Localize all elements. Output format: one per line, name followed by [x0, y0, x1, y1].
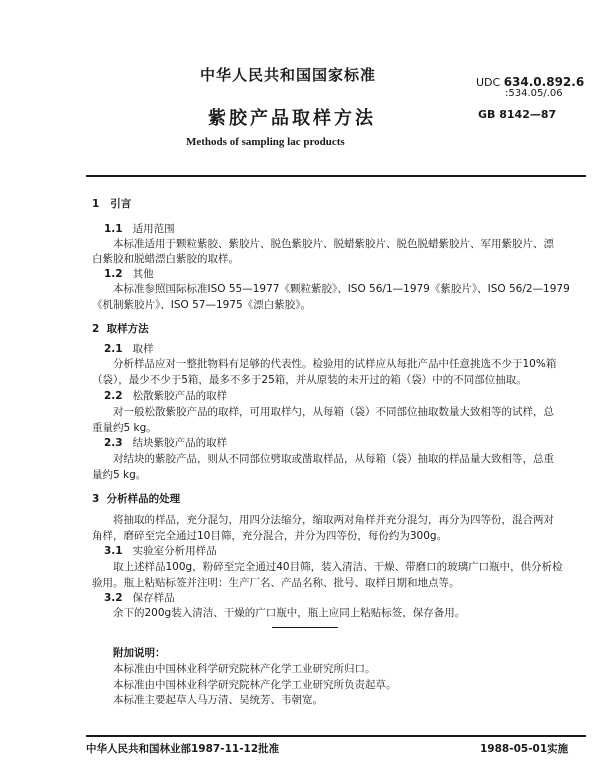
section-title: 取样 [132, 343, 154, 355]
section-number: 2.1 [104, 343, 123, 355]
section-1-2-heading [104, 266, 154, 281]
section-number: 3 [92, 493, 100, 505]
notes-line: 本标准主要起草人马万清、吴统芳、韦朝宽。 [113, 694, 323, 706]
effective-date: 1988-05-01实施 [480, 743, 569, 755]
section-2-2-heading [104, 388, 227, 403]
section-3-heading [92, 491, 180, 506]
section-number: 1 [92, 198, 100, 210]
section-title: 取样方法 [106, 323, 149, 335]
section-number: 1.1 [104, 223, 123, 235]
bottom-rule [86, 735, 586, 737]
gb-code: GB 8142—87 [478, 108, 557, 121]
document-title-english: Methods of sampling lac products [186, 136, 345, 148]
paragraph-line: 对结块的紫胶产品，则从不同部位劈取或凿取样品，从每箱（袋）抽取的样品量大致相等，总重 [113, 453, 554, 465]
paragraph-line: 对一般松散紫胶产品的取样，可用取样勺，从每箱（袋）不同部位抽取数量大致相等的试样，总 [113, 406, 554, 418]
section-title: 结块紫胶产品的取样 [132, 437, 228, 449]
paragraph-line: （袋），最少不少于5箱，最多不多于25箱，并从原装的未开过的箱（袋）中的不同部位抽取。 [92, 374, 527, 386]
approval-line: 中华人民共和国林业部1987-11-12批准 [86, 743, 280, 755]
section-title: 适用范围 [132, 223, 175, 235]
top-rule [86, 175, 586, 177]
section-number: 3.1 [104, 545, 123, 557]
section-number: 3.2 [104, 592, 123, 604]
section-title: 分析样品的处理 [106, 493, 181, 505]
notes-title: 附加说明： [113, 647, 166, 659]
paragraph-line: 余下的200g装入清洁、干燥的广口瓶中，瓶上应同上粘贴标签，保存备用。 [113, 607, 466, 619]
section-number: 2.2 [104, 390, 123, 402]
section-number: 2 [92, 323, 100, 335]
section-number: 1.2 [104, 268, 123, 280]
paragraph-line: 本标准参照国际标准ISO 55—1977《颗粒紫胶》、ISO 56/1—1979《紫胶片》、ISO 56/2—1979 [113, 283, 570, 295]
paragraph-line: 量约5 kg。 [92, 469, 147, 481]
paragraph-line: 本标准适用于颗粒紫胶、紫胶片、脱色紫胶片、脱蜡紫胶片、脱色脱蜡紫胶片、军用紫胶片、漂 [113, 238, 554, 250]
separator-rule [272, 627, 338, 628]
section-3-1-heading [104, 543, 217, 558]
section-2-3-heading [104, 435, 227, 450]
section-title: 引言 [110, 198, 132, 210]
paragraph-line: 分析样品应对一整批物料有足够的代表性。检验用的试样应从每批产品中任意挑选不少于10%箱 [113, 358, 557, 370]
udc-line1: 634.0.892.6 [503, 75, 585, 89]
document-title: 紫胶产品取样方法 [208, 108, 376, 129]
section-title: 实验室分析用样品 [132, 545, 217, 557]
udc-line2: :534.05/.06 [505, 88, 563, 99]
paragraph-line: 将抽取的样品，充分混匀，用四分法缩分，缩取两对角样并充分混匀，再分为四等份，混合两对 [113, 514, 554, 526]
udc-label: UDC [476, 76, 501, 89]
section-2-1-heading [104, 341, 154, 356]
section-1-heading [92, 196, 131, 211]
paragraph-line: 重量约5 kg。 [92, 422, 157, 434]
section-1-1-heading [104, 221, 175, 236]
paragraph-line: 角样，磨碎至完全通过10目筛，充分混合，并分为四等份，每份约为300g。 [92, 530, 448, 542]
section-3-2-heading [104, 590, 175, 605]
national-standard-heading: 中华人民共和国国家标准 [200, 66, 377, 84]
section-2-heading [92, 321, 149, 336]
paragraph-line: 《机制紫胶片》、ISO 57—1975《漂白紫胶》。 [92, 299, 311, 311]
section-title: 其他 [132, 268, 154, 280]
paragraph-line: 取上述样品100g，粉碎至完全通过40目筛，装入清洁、干燥、带磨口的玻璃广口瓶中，供分析检 [113, 561, 563, 573]
notes-line: 本标准由中国林业科学研究院林产化学工业研究所归口。 [113, 663, 376, 675]
notes-line: 本标准由中国林业科学研究院林产化学工业研究所负责起草。 [113, 679, 397, 691]
udc-code [476, 75, 584, 89]
section-title: 保存样品 [132, 592, 175, 604]
section-title: 松散紫胶产品的取样 [132, 390, 228, 402]
paragraph-line: 白紫胶和脱蜡漂白紫胶的取样。 [92, 253, 239, 265]
paragraph-line: 验用。瓶上粘贴标签并注明：生产厂名、产品名称、批号、取样日期和地点等。 [92, 577, 460, 589]
section-number: 2.3 [104, 437, 123, 449]
